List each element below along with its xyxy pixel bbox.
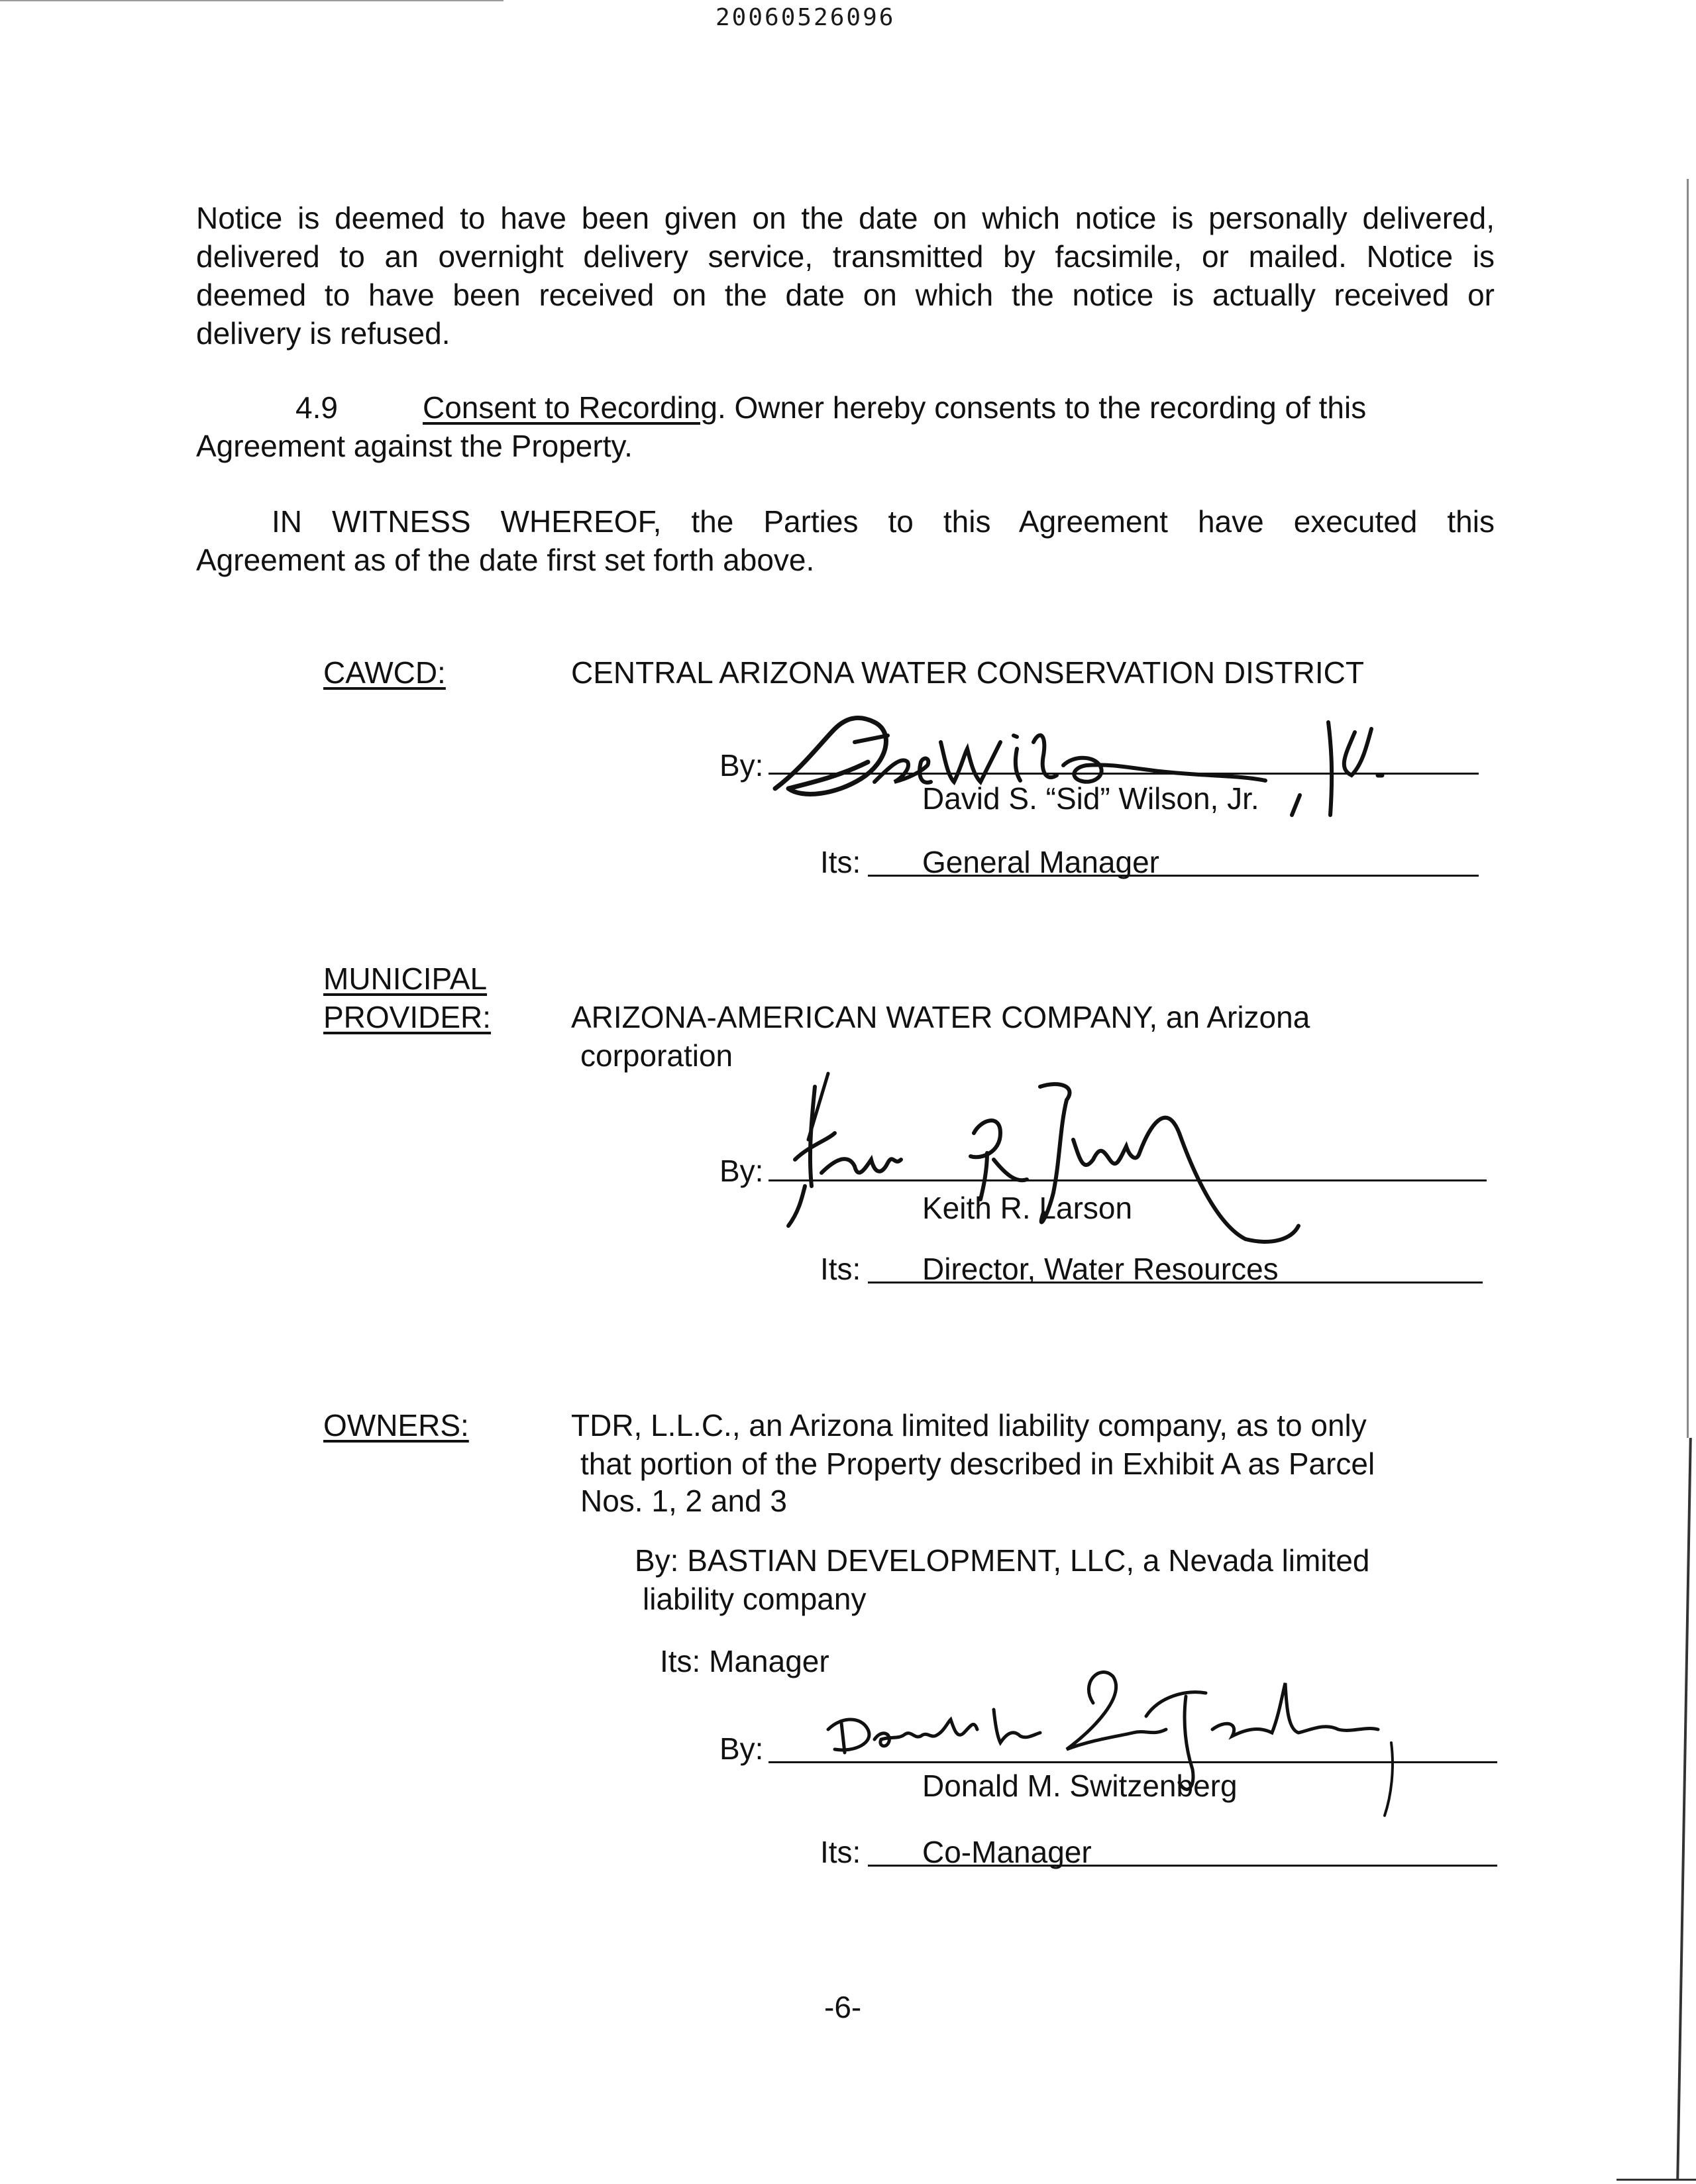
scan-edge-line [1676, 1438, 1692, 2180]
section-text: . Owner hereby consents to the recording of this [717, 390, 1367, 425]
party-label-municipal: MUNICIPAL [323, 961, 488, 996]
signer-name: Keith R. Larson [922, 1191, 1133, 1225]
witness-line1-wrap [272, 502, 1495, 541]
by-label: By: [719, 1154, 764, 1188]
party-label-cawcd: CAWCD: [323, 655, 446, 690]
signer-name: David S. “Sid” Wilson, Jr. [922, 781, 1259, 816]
party-label-owners: OWNERS: [323, 1408, 469, 1443]
signer-name: Donald M. Switzenberg [922, 1769, 1238, 1803]
signature-wilson [762, 702, 1438, 835]
signer-title: General Manager [922, 845, 1159, 879]
scan-edge-line [1616, 2179, 1696, 2181]
section-heading: Consent to Recording [423, 390, 717, 425]
witness-line: IN WITNESS WHEREOF, the Parties to this Agreement have executed this [272, 504, 1495, 539]
party-entity-municipal-line2: corporation [580, 1038, 733, 1073]
party-entity-owners: TDR, L.L.C., an Arizona limited liability company, as to only [571, 1408, 1367, 1443]
section-4-9-line2: Agreement against the Property. [196, 429, 633, 463]
witness-line: Agreement as of the date first set forth above. [196, 543, 815, 577]
its-label: Its: [820, 845, 861, 879]
scan-edge-line [1687, 179, 1689, 1438]
signature-switzenberg [815, 1657, 1424, 1829]
sub-by-line2: liability company [643, 1582, 867, 1616]
sub-its-line: Its: Manager [660, 1644, 829, 1678]
signer-title: Co-Manager [922, 1835, 1092, 1869]
paragraph-line: delivery is refused. [196, 316, 450, 351]
page-number: -6- [824, 1990, 862, 2024]
section-number: 4.9 [295, 390, 338, 425]
signer-title: Director, Water Resources [922, 1252, 1279, 1286]
section-4-9-line1 [423, 388, 1495, 427]
document-number: 20060526096 [716, 4, 896, 31]
sub-by-line: By: BASTIAN DEVELOPMENT, LLC, a Nevada limited [635, 1543, 1370, 1578]
party-label-provider: PROVIDER: [323, 1000, 492, 1034]
by-label: By: [719, 748, 764, 783]
paragraph-line: deemed to have been received on the date on which the notice is actually received or [196, 278, 1495, 312]
its-label: Its: [820, 1835, 861, 1869]
signature-larson [782, 1060, 1332, 1246]
its-label: Its: [820, 1252, 861, 1286]
party-entity-owners-line3: Nos. 1, 2 and 3 [580, 1484, 787, 1518]
scan-edge-line [0, 0, 504, 1]
party-entity-municipal: ARIZONA-AMERICAN WATER COMPANY, an Arizona [571, 1000, 1310, 1034]
paragraph-line: delivered to an overnight delivery service, transmitted by facsimile, or mailed. Notice is [196, 239, 1495, 274]
party-entity-cawcd: CENTRAL ARIZONA WATER CONSERVATION DISTRICT [571, 655, 1364, 690]
notice-paragraph [196, 199, 1495, 353]
paragraph-line: Notice is deemed to have been given on the date on which notice is personally delivered, [196, 201, 1495, 235]
by-label: By: [719, 1731, 764, 1766]
party-entity-owners-line2: that portion of the Property described in Exhibit A as Parcel [580, 1447, 1375, 1481]
